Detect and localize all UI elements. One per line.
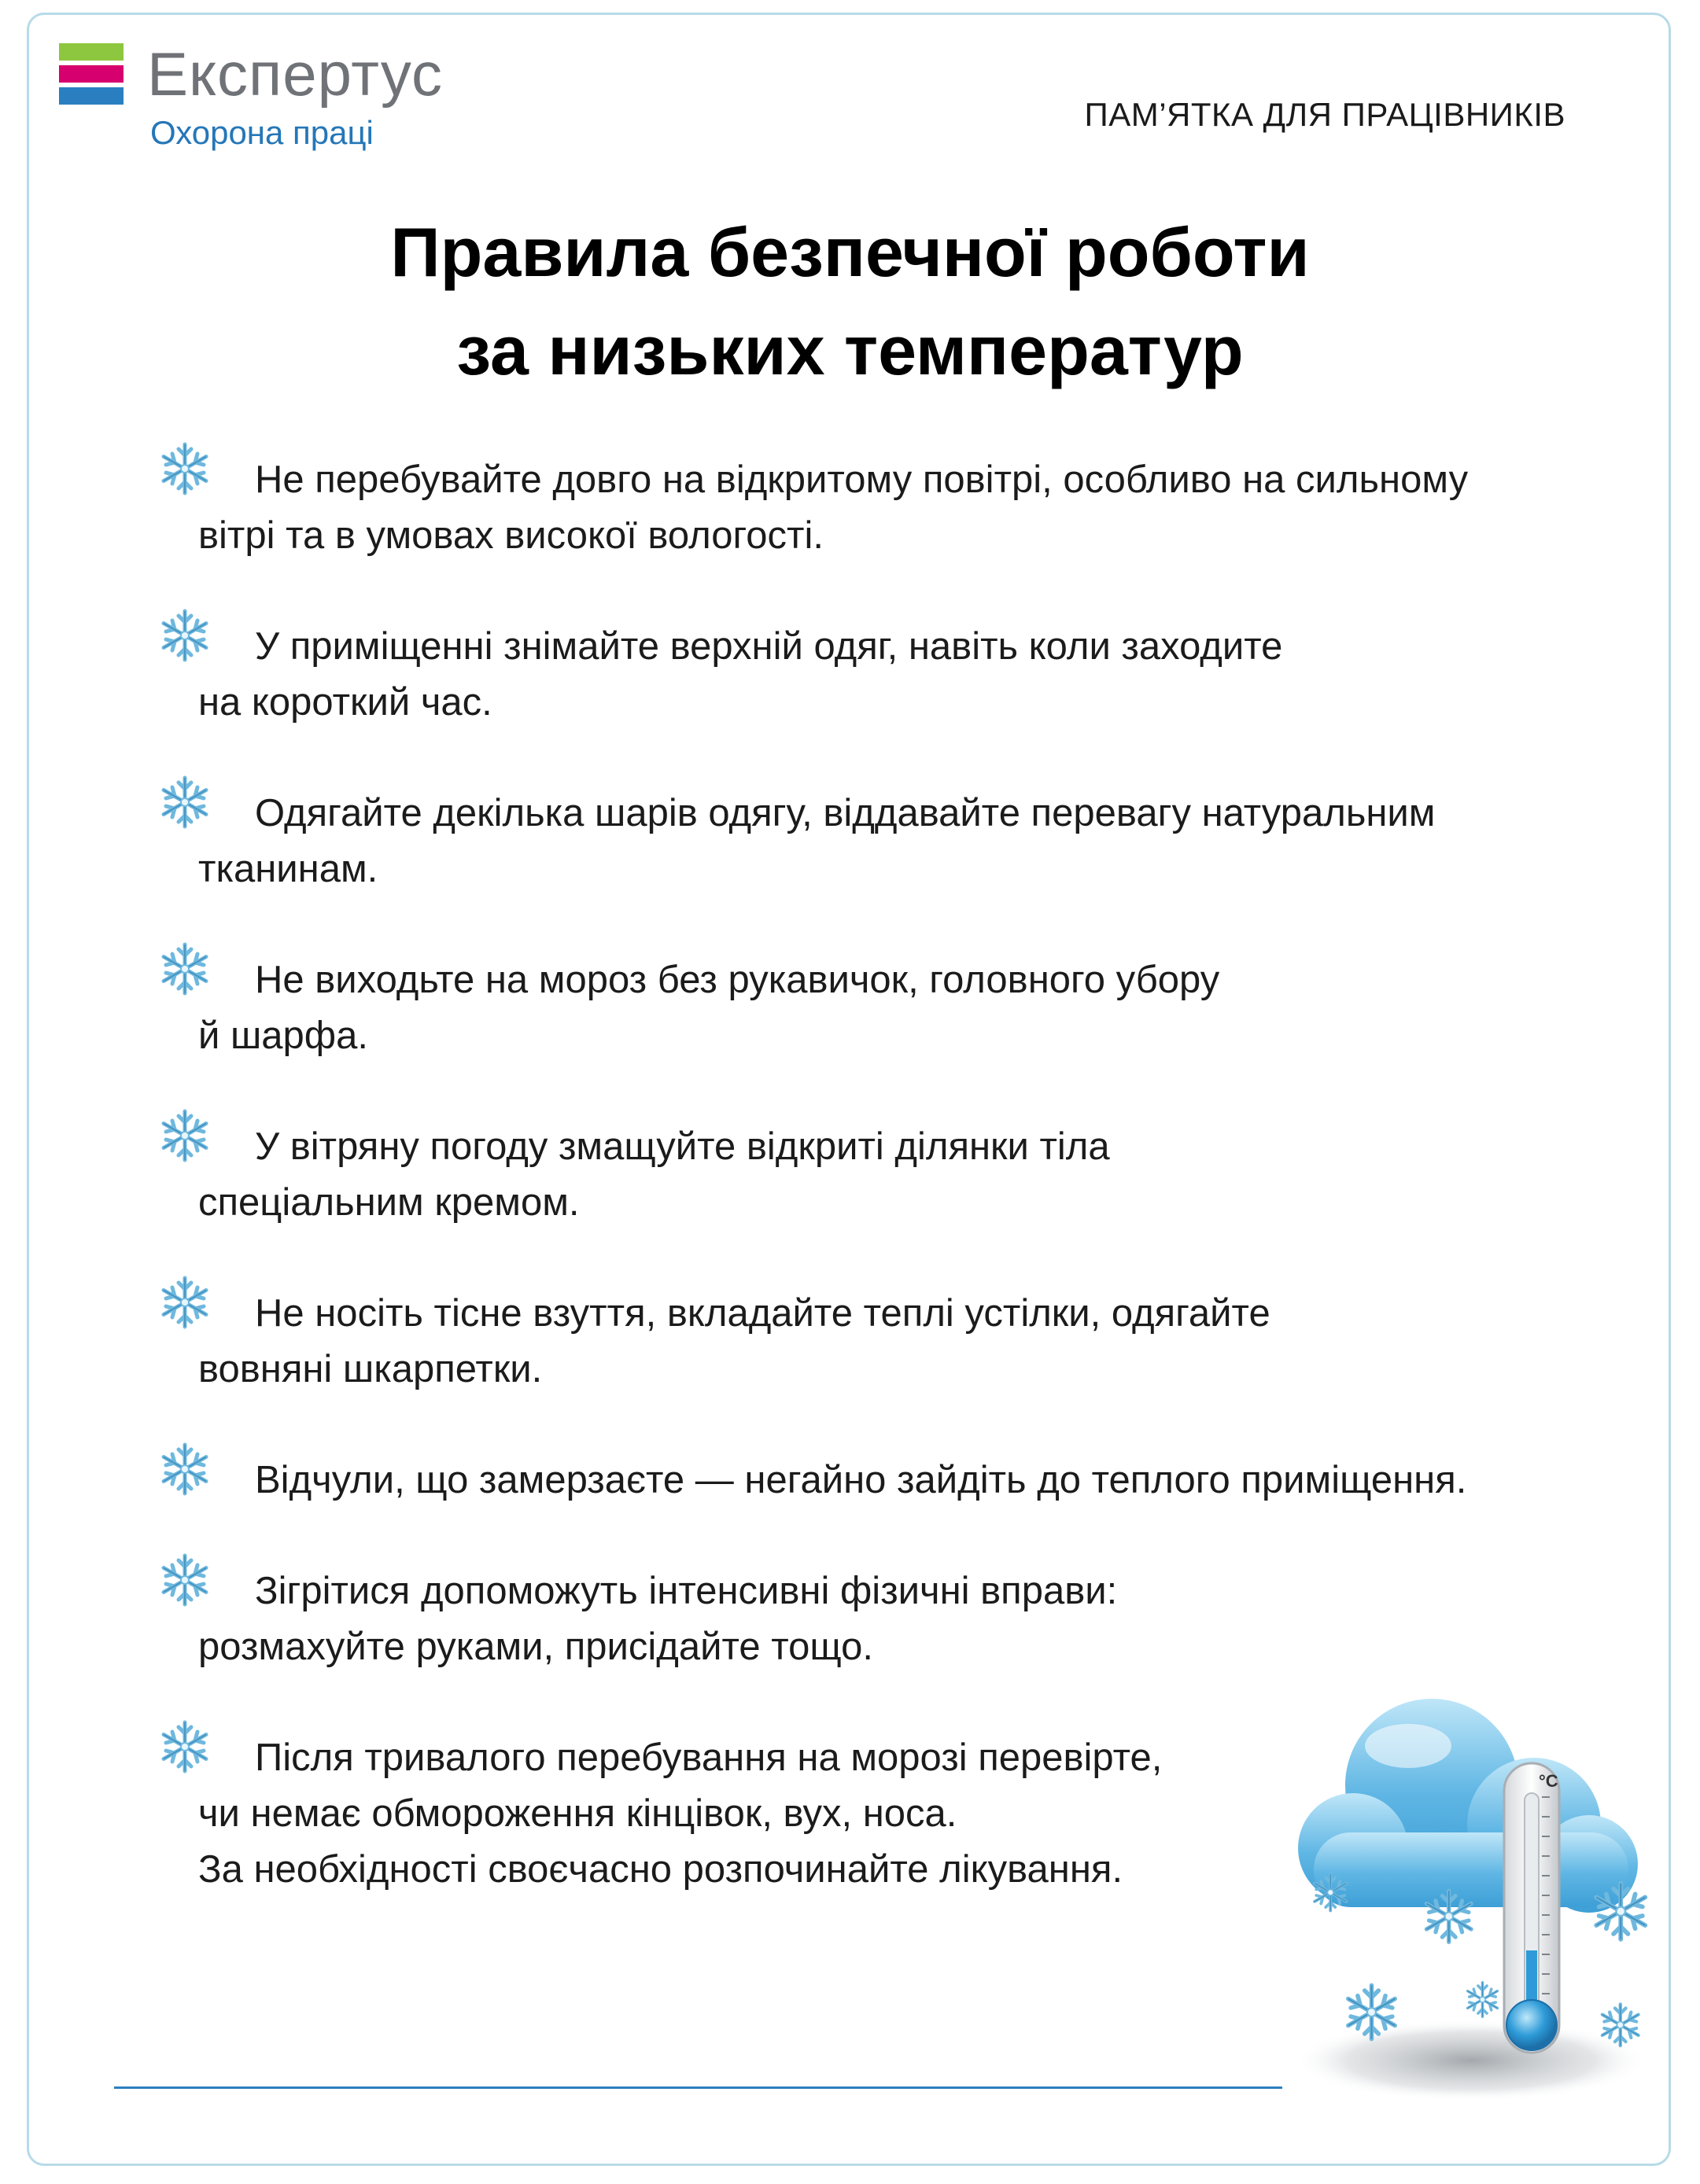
page-title bbox=[0, 203, 1700, 400]
list-item bbox=[157, 619, 1558, 731]
snowflake-icon bbox=[157, 941, 212, 996]
rule-text: Не перебувайте довго на відкритому повітрі, особливо на сильному вітрі та в умовах високої вологості. bbox=[198, 459, 1469, 557]
snowflake-icon bbox=[157, 1275, 212, 1330]
rule-text: Не носіть тісне взуття, вкладайте теплі устілки, одягайте вовняні шкарпетки. bbox=[198, 1292, 1270, 1390]
list-item bbox=[157, 452, 1558, 564]
logo bbox=[59, 39, 444, 161]
footer-divider bbox=[114, 2086, 1282, 2089]
list-item bbox=[157, 1453, 1558, 1508]
cloud-shape bbox=[1298, 1699, 1638, 1913]
cloud-thermometer-icon bbox=[1274, 1667, 1668, 2108]
rule-text: Зігрітися допоможуть інтенсивні фізичні вправи: розмахуйте руками, присідайте тощо. bbox=[198, 1570, 1118, 1668]
title-line-1: Правила безпечної роботи bbox=[390, 213, 1310, 291]
title-line-2: за низьких температур bbox=[456, 311, 1244, 389]
list-item bbox=[157, 786, 1558, 897]
rule-text: У вітряну погоду змащуйте відкриті ділянки тіла спеціальним кремом. bbox=[198, 1125, 1110, 1224]
rule-text: Одягайте декілька шарів одягу, віддавайте перевагу натуральним тканинам. bbox=[198, 792, 1436, 890]
list-item bbox=[157, 1286, 1558, 1398]
logo-name: Експертус bbox=[147, 39, 444, 109]
snowflake-icon bbox=[157, 608, 212, 663]
header-label: ПАМ’ЯТКА ДЛЯ ПРАЦІВНИКІВ bbox=[1084, 96, 1565, 133]
rule-text: Після тривалого перебування на морозі перевірте, чи немає обмороження кінцівок, вух, носа. За необхідності своєчасно розпочинайте лікування. bbox=[198, 1737, 1163, 1891]
list-item bbox=[157, 952, 1558, 1064]
rule-text: Відчули, що замерзаєте — негайно зайдіть до теплого приміщення. bbox=[255, 1459, 1467, 1501]
thermometer-unit: °C bbox=[1539, 1771, 1558, 1791]
logo-subtitle: Охорона праці bbox=[150, 114, 374, 151]
snowflake-icon bbox=[157, 1108, 212, 1163]
shadow-ellipse bbox=[1294, 2020, 1648, 2101]
snowflake-icon bbox=[1468, 1983, 1498, 2016]
snowflake-icon bbox=[157, 1442, 212, 1497]
list-item bbox=[157, 1563, 1558, 1675]
rule-text: Не виходьте на мороз без рукавичок, головного убору й шарфа. bbox=[198, 959, 1220, 1057]
snowflake-icon bbox=[157, 1719, 212, 1774]
thermometer bbox=[1504, 1763, 1559, 2053]
list-item bbox=[157, 1119, 1558, 1231]
rule-text: У приміщенні знімайте верхній одяг, навіть коли заходите на короткий час. bbox=[198, 625, 1283, 724]
snowflake-icon bbox=[157, 441, 212, 496]
snowflake-icon bbox=[157, 775, 212, 830]
snowflake-icon bbox=[157, 1552, 212, 1608]
